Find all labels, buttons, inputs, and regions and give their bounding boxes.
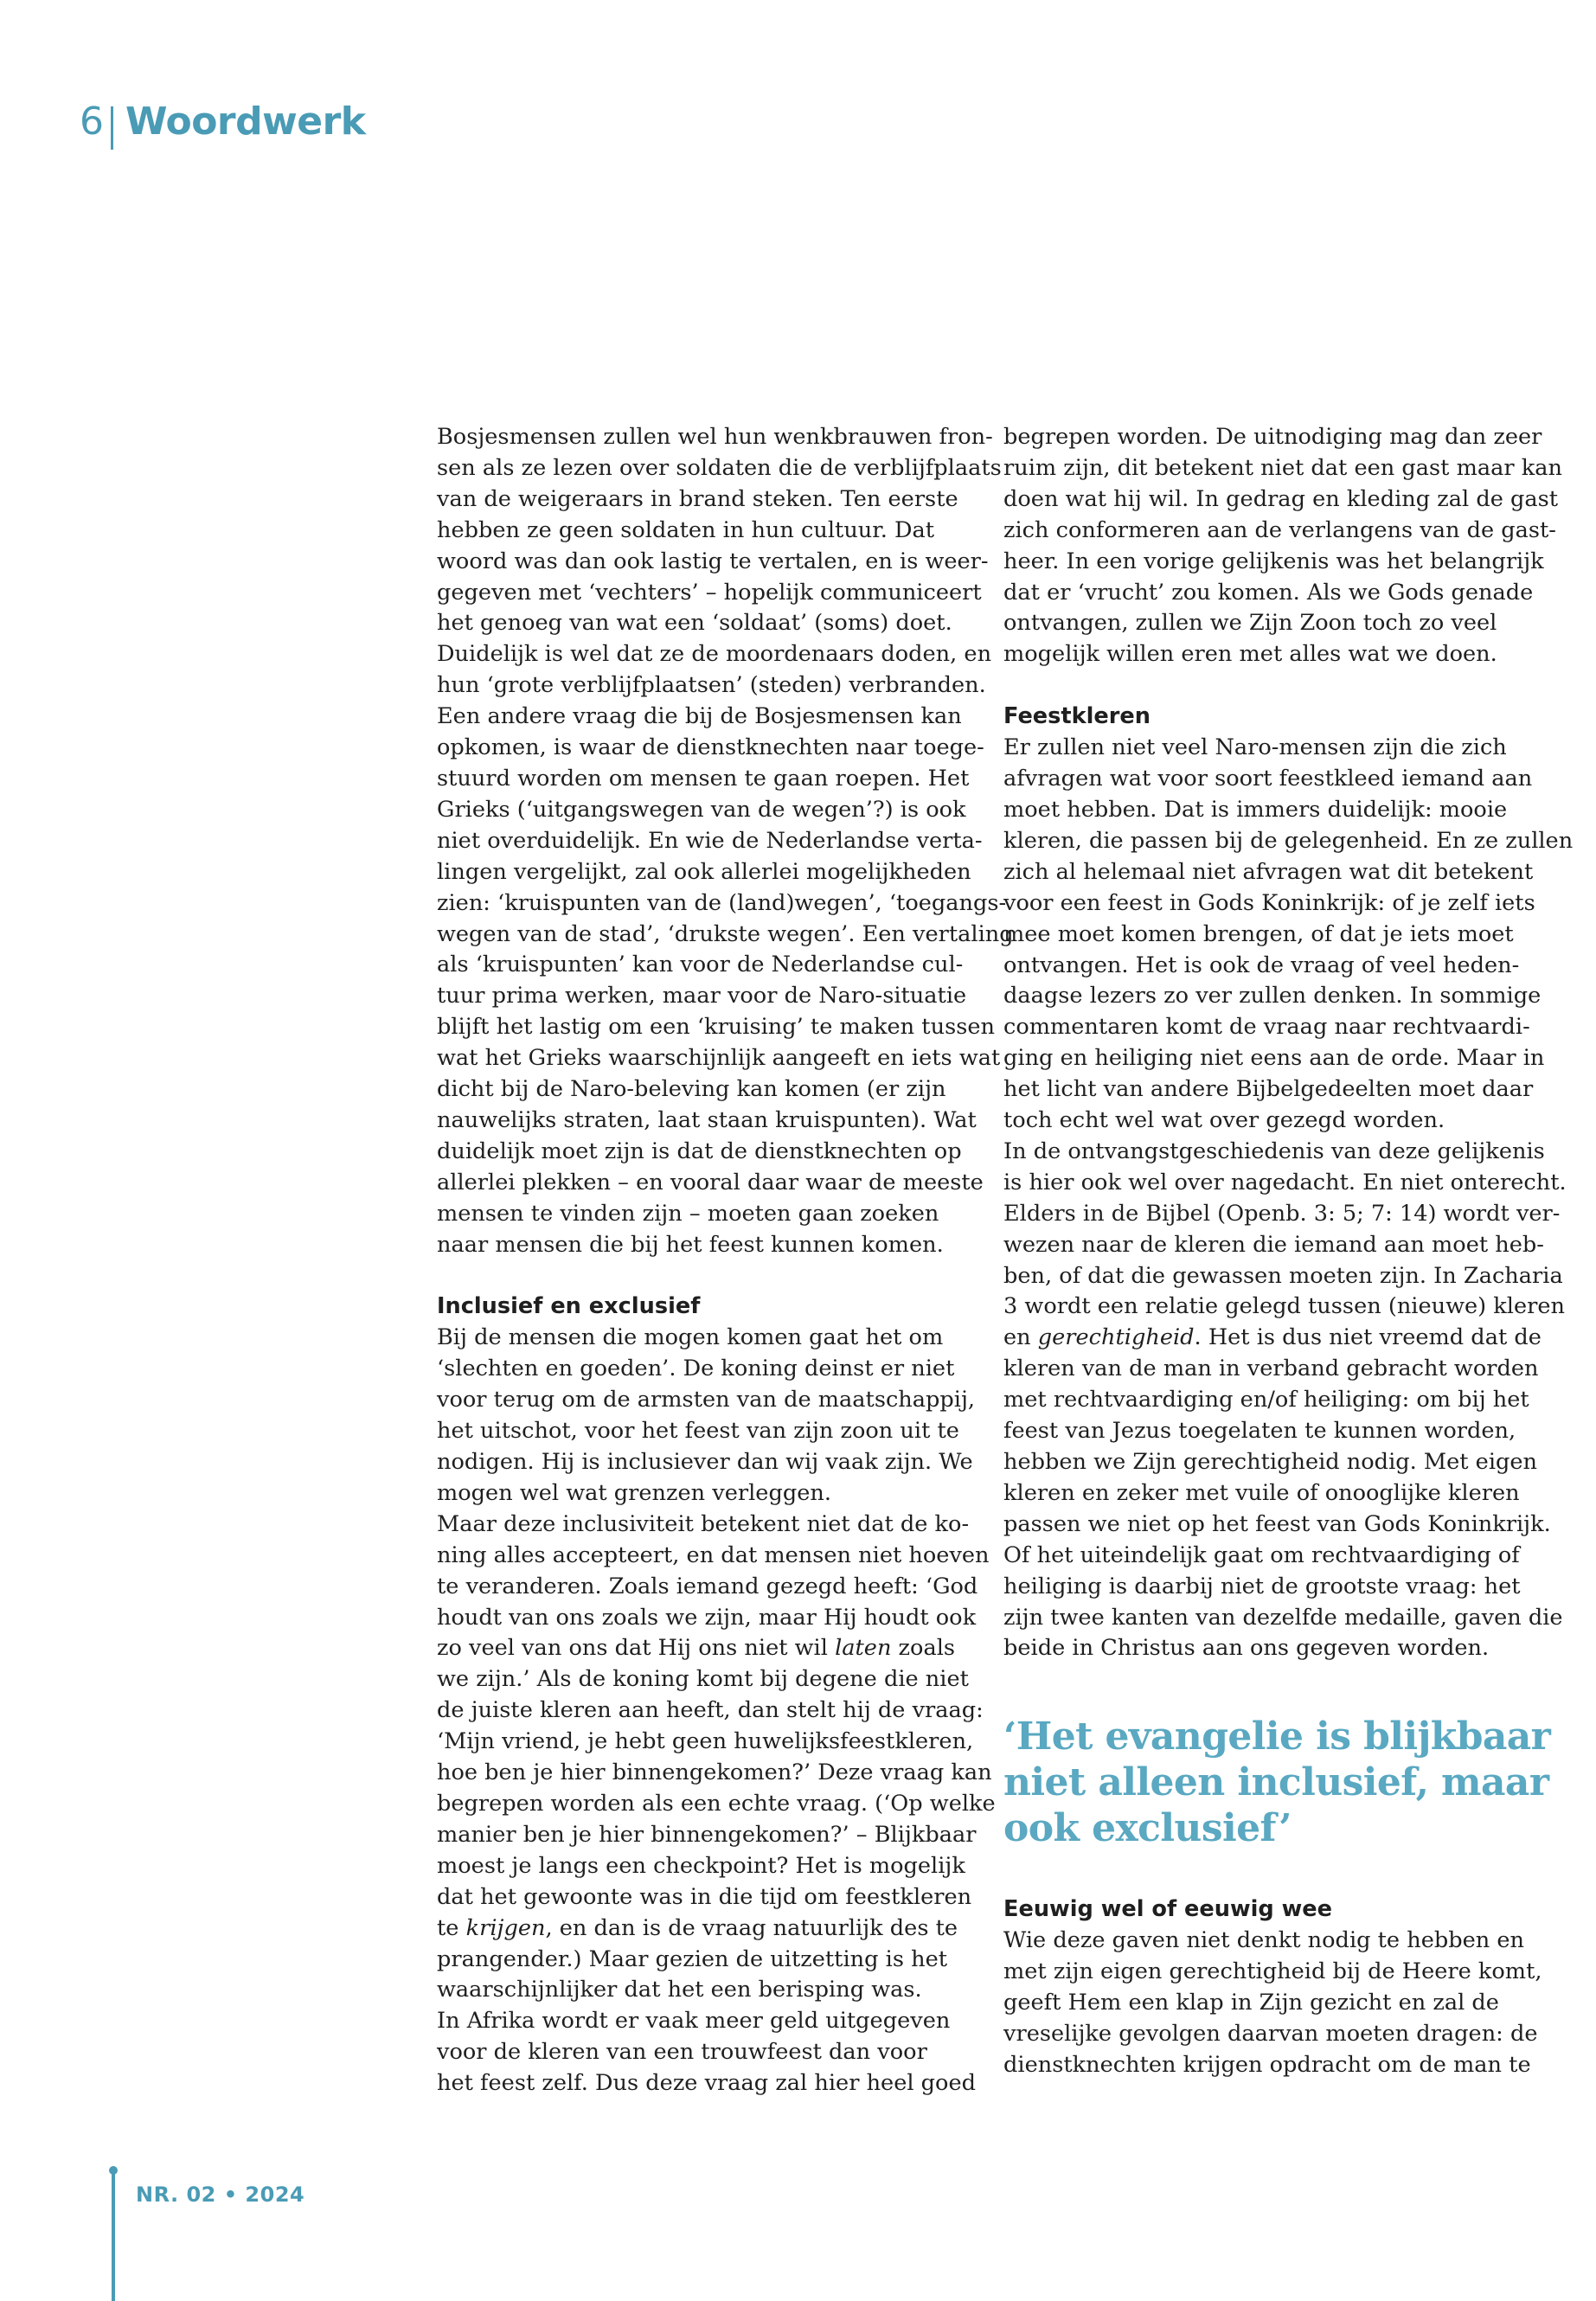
text-line: begrepen worden. De uitnodiging mag dan zeer (1003, 424, 1542, 450)
text-line: hoe ben je hier binnengekomen?’ Deze vraag kan (437, 1759, 992, 1786)
text-line: houdt van ons zoals we zijn, maar Hij houdt ook (437, 1604, 977, 1631)
text-line: In de ontvangstgeschiedenis van deze gelijkenis (1003, 1138, 1545, 1164)
issue-number: NR. 02 • 2024 (136, 2182, 305, 2207)
text-line: dienstknechten krijgen opdracht om de man te (1003, 2051, 1531, 2078)
text-line: Duidelijk is wel dat ze de moordenaars doden, en (437, 641, 992, 668)
text-line: mensen te vinden zijn – moeten gaan zoeken (437, 1200, 939, 1227)
text-line: niet alleen inclusief, maar (1003, 1760, 1549, 1805)
text-line: sen als ze lezen over soldaten die de verblijfplaats (437, 454, 1002, 481)
page-header (80, 93, 366, 149)
paragraph (1003, 733, 1574, 1137)
text-line: moest je langs een checkpoint? Het is mogelijk (437, 1852, 965, 1879)
text-line: Of het uiteindelijk gaat om rechtvaardiging of (1003, 1541, 1520, 1568)
text-line: feest van Jezus toegelaten te kunnen worden, (1003, 1418, 1516, 1445)
paragraph (1003, 1926, 1547, 2081)
text-line: Maar deze inclusiviteit betekent niet dat de ko- (437, 1510, 970, 1537)
right-column (1003, 422, 1574, 2081)
text-line: allerlei plekken – en vooral daar waar de meeste (437, 1169, 984, 1195)
text-line: heiliging is daarbij niet de grootste vraag: het (1003, 1573, 1521, 1599)
text-line: stuurd worden om mensen te gaan roepen. Het (437, 765, 970, 792)
text-line: voor een feest in Gods Koninkrijk: of je zelf iets (1003, 889, 1535, 916)
text-line: mogen wel wat grenzen verleggen. (437, 1479, 831, 1506)
footer-rule (112, 2171, 115, 2301)
emphasis: krijgen (465, 1914, 546, 1941)
text-line: zich al helemaal niet afvragen wat dit betekent (1003, 858, 1534, 885)
text-line: als ‘kruispunten’ kan voor de Nederlandse cul- (437, 952, 964, 978)
text-line: nodigen. Hij is inclusiever dan wij vaak zijn. We (437, 1449, 973, 1475)
subheading-inclusief: Inclusief en exclusief (437, 1293, 701, 1320)
text-line: Bosjesmensen zullen wel hun wenkbrauwen fron- (437, 424, 993, 450)
text-line: heer. In een vorige gelijkenis was het belangrijk (1003, 548, 1544, 574)
text-line: manier ben je hier binnengekomen?’ – Blijkbaar (437, 1821, 977, 1848)
text-line: te krijgen, en dan is de vraag natuurlijk des te (437, 1914, 958, 1941)
paragraph (1003, 422, 1562, 670)
text-line: passen we niet op het feest van Gods Koninkrijk. (1003, 1510, 1551, 1537)
text-line: hun ‘grote verblijfplaatsen’ (steden) verbranden. (437, 672, 986, 699)
text-line: mogelijk willen eren met alles wat we doen. (1003, 641, 1497, 668)
text-line: kleren van de man in verband gebracht worden (1003, 1356, 1539, 1382)
text-line: voor de kleren van een trouwfeest dan voor (437, 2039, 927, 2066)
text-line: ‘slechten en goeden’. De koning deinst er niet (437, 1356, 955, 1382)
text-line: het licht van andere Bijbelgedeelten moet daar (1003, 1076, 1534, 1103)
page-number: 6 (80, 99, 104, 144)
text-line: geeft Hem een klap in Zijn gezicht en zal de (1003, 1990, 1499, 2016)
text-line: beide in Christus aan ons gegeven worden. (1003, 1635, 1490, 1662)
text-line: begrepen worden als een echte vraag. (‘Op welke (437, 1790, 996, 1817)
text-line: kleren, die passen bij de gelegenheid. En ze zullen (1003, 827, 1574, 854)
text-line: ben, of dat die gewassen moeten zijn. In Zacharia (1003, 1262, 1563, 1289)
text-line: afvragen wat voor soort feestkleed iemand aan (1003, 766, 1533, 792)
text-line: vreselijke gevolgen daarvan moeten dragen: de (1003, 2020, 1538, 2047)
text-line: daagse lezers zo ver zullen denken. In sommige (1003, 983, 1542, 1009)
text-line: Er zullen niet veel Naro-mensen zijn die zich (1003, 734, 1507, 761)
text-line: commentaren komt de vraag naar rechtvaardi- (1003, 1014, 1530, 1041)
text-line: ‘Mijn vriend, je hebt geen huwelijksfeestkleren, (437, 1728, 974, 1755)
text-line: blijft het lastig om een ‘kruising’ te maken tussen (437, 1014, 995, 1041)
text-line: voor terug om de armsten van de maatschappij, (437, 1387, 976, 1413)
paragraph (437, 1323, 980, 1509)
text-line: ‘Het evangelie is blijkbaar (1003, 1715, 1551, 1759)
text-line: hebben ze geen soldaten in hun cultuur. Dat (437, 516, 935, 543)
text-line: is hier ook wel over nagedacht. En niet onterecht. (1003, 1169, 1567, 1195)
text-line: met rechtvaardiging en/of heiliging: om bij het (1003, 1387, 1529, 1413)
text-line: hebben we Zijn gerechtigheid nodig. Met eigen (1003, 1449, 1538, 1475)
text-line: zo veel van ons dat Hij ons niet wil laten zoals (437, 1635, 956, 1662)
text-line: waarschijnlijker dat het een berisping was. (437, 1977, 922, 2003)
text-line: opkomen, is waar de dienstknechten naar toege- (437, 734, 984, 761)
text-line: zien: ‘kruispunten van de (land)wegen’, ‘toegangs- (437, 889, 1007, 916)
text-line: mee moet komen brengen, of dat je iets moet (1003, 920, 1514, 947)
text-line: Een andere vraag die bij de Bosjesmensen kan (437, 703, 962, 730)
text-line: de juiste kleren aan heeft, dan stelt hij de vraag: (437, 1697, 984, 1724)
text-line: prangender.) Maar gezien de uitzetting is het (437, 1945, 948, 1972)
text-line: naar mensen die bij het feest kunnen komen. (437, 1231, 944, 1258)
header-divider (111, 106, 113, 150)
text-line: ontvangen. Het is ook de vraag of veel heden- (1003, 952, 1520, 978)
text-line: zijn twee kanten van dezelfde medaille, gaven die (1003, 1604, 1563, 1631)
text-line: met zijn eigen gerechtigheid bij de Heere komt, (1003, 1958, 1542, 1985)
text-line: zich conformeren aan de verlangens van de gast- (1003, 516, 1556, 543)
text-line: In Afrika wordt er vaak meer geld uitgegeven (437, 2008, 951, 2035)
text-line: ontvangen, zullen we Zijn Zoon toch zo veel (1003, 610, 1497, 637)
text-line: woord was dan ook lastig te vertalen, en is weer- (437, 548, 989, 574)
text-line: toch echt wel wat over gezegd worden. (1003, 1107, 1445, 1134)
paragraph (437, 1509, 996, 2007)
text-line: en gerechtigheid. Het is dus niet vreemd dat de (1003, 1324, 1542, 1351)
text-line: van de weigeraars in brand steken. Ten eerste (437, 485, 958, 512)
text-line: lingen vergelijkt, zal ook allerlei mogelijkheden (437, 858, 971, 885)
text-line: ning alles accepteert, en dat mensen niet hoeven (437, 1541, 990, 1568)
text-line: dat het gewoonte was in die tijd om feestkleren (437, 1883, 972, 1910)
text-line: gegeven met ‘vechters’ – hopelijk communiceert (437, 579, 982, 606)
text-line: het feest zelf. Dus deze vraag zal hier heel goed (437, 2070, 976, 2097)
text-line: ook exclusief’ (1003, 1806, 1292, 1851)
text-line: niet overduidelijk. En wie de Nederlandse verta- (437, 827, 983, 854)
text-line: kleren en zeker met vuile of onooglijke kleren (1003, 1479, 1520, 1506)
paragraph (437, 2006, 980, 2099)
subheading-eeuwig: Eeuwig wel of eeuwig wee (1003, 1896, 1332, 1923)
text-line: Bij de mensen die mogen komen gaat het om (437, 1324, 944, 1351)
text-line: te veranderen. Zoals iemand gezegd heeft: ‘God (437, 1573, 978, 1599)
text-line: wezen naar de kleren die iemand aan moet heb- (1003, 1231, 1544, 1258)
text-line: 3 wordt een relatie gelegd tussen (nieuwe) kleren (1003, 1293, 1565, 1320)
text-line: tuur prima werken, maar voor de Naro-situatie (437, 983, 967, 1009)
text-line: Elders in de Bijbel (Openb. 3: 5; 7: 14) wordt ver- (1003, 1200, 1561, 1227)
text-line: het uitschot, voor het feest van zijn zoon uit te (437, 1418, 959, 1445)
text-line: dat er ‘vrucht’ zou komen. Als we Gods genade (1003, 579, 1534, 606)
text-line: wegen van de stad’, ‘drukste wegen’. Een vertaling (437, 920, 1014, 947)
pull-quote (1003, 1714, 1551, 1851)
text-line: nauwelijks straten, laat staan kruispunten). Wat (437, 1106, 977, 1133)
text-line: het genoeg van wat een ‘soldaat’ (soms) doet. (437, 610, 952, 637)
text-line: dicht bij de Naro-beleving kan komen (er zijn (437, 1076, 946, 1103)
text-line: Wie deze gaven niet denkt nodig te hebben en (1003, 1927, 1525, 1954)
text-line: doen wat hij wil. In gedrag en kleding zal de gast (1003, 485, 1559, 512)
text-line: wat het Grieks waarschijnlijk aangeeft en iets wat (437, 1045, 1001, 1072)
text-line: duidelijk moet zijn is dat de dienstknechten op (437, 1138, 962, 1164)
text-line: moet hebben. Dat is immers duidelijk: mooie (1003, 796, 1508, 823)
paragraph (437, 422, 1014, 1260)
text-line: ging en heiliging niet eens aan de orde. Maar in (1003, 1045, 1545, 1072)
subheading-feestkleren: Feestkleren (1003, 703, 1151, 730)
text-line: Grieks (‘uitgangswegen van de wegen’?) is ook (437, 796, 966, 823)
left-column (437, 422, 1014, 2099)
emphasis: gerechtigheid (1037, 1324, 1195, 1351)
paragraph (1003, 1137, 1567, 1664)
section-title: Woordwerk (125, 99, 366, 144)
emphasis: laten (835, 1635, 892, 1662)
text-line: ruim zijn, dit betekent niet dat een gast maar kan (1003, 454, 1562, 481)
text-line: we zijn.’ Als de koning komt bij degene die niet (437, 1666, 969, 1693)
